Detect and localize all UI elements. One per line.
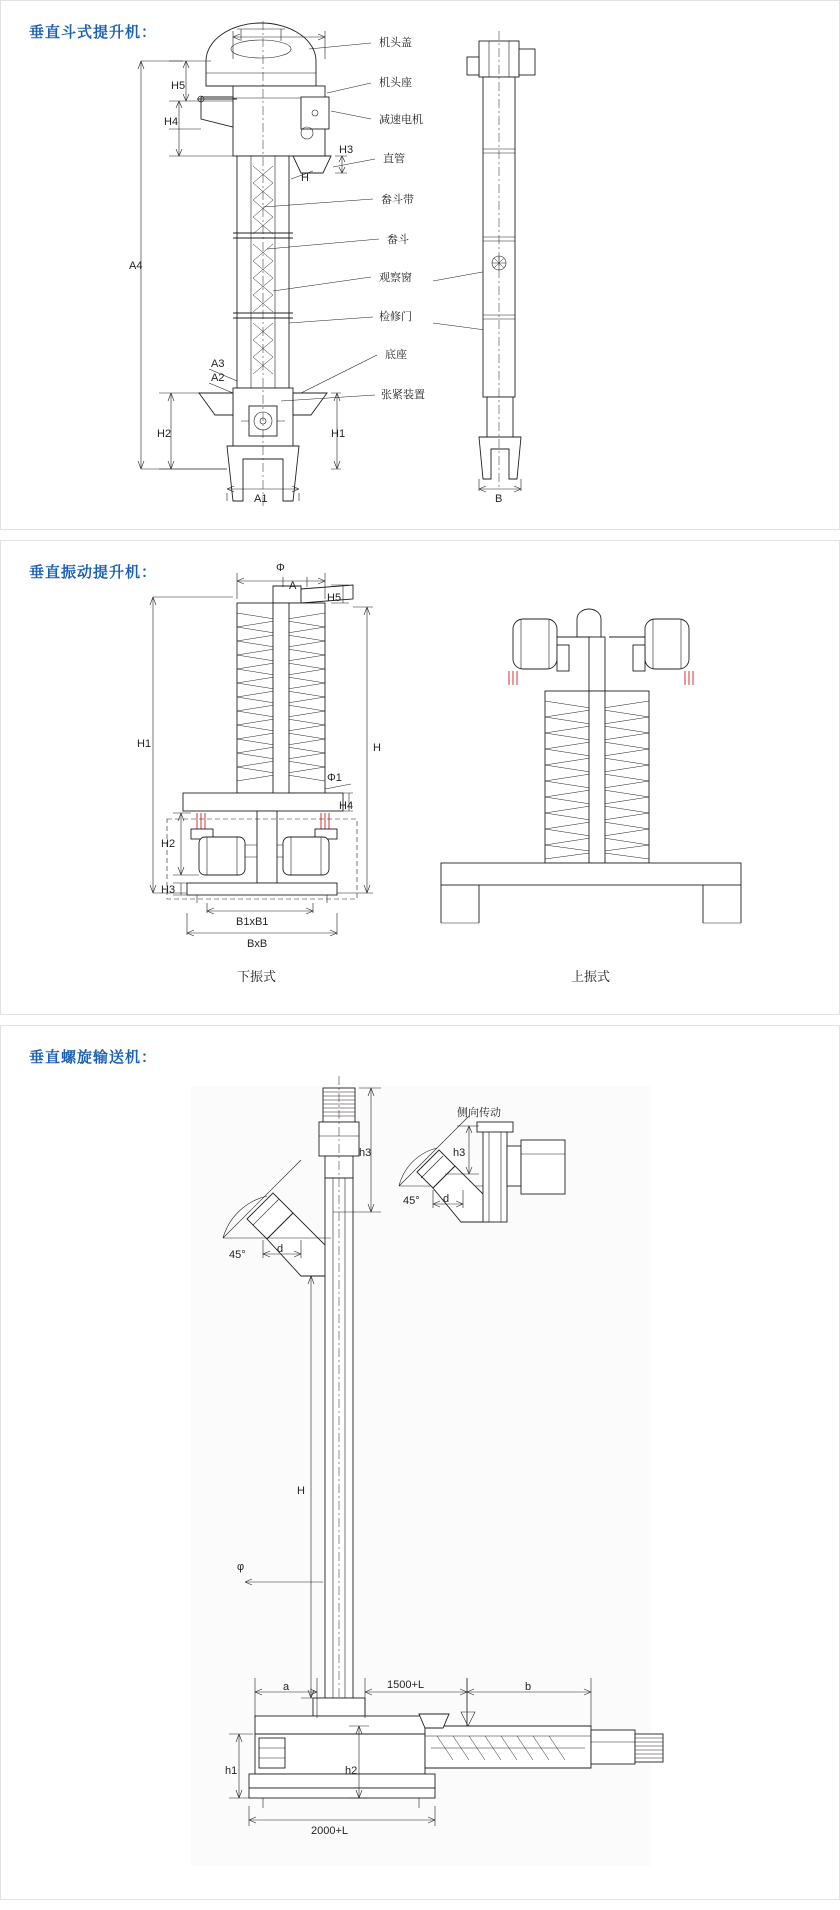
- dim-h: A4: [129, 260, 143, 272]
- caption-bottom-vibration: 下振式: [237, 970, 277, 985]
- dim-h3: H3: [339, 144, 354, 156]
- svg-screw-conveyor: [1, 1026, 840, 1899]
- label-tensioner: 张紧装置: [381, 388, 425, 401]
- dim-a: A: [289, 580, 297, 592]
- label-gear-motor: 减速电机: [379, 113, 423, 126]
- caption-top-vibration: 上振式: [571, 970, 611, 985]
- dim-h1: H1: [331, 428, 346, 440]
- dim-h2: h2: [345, 1765, 358, 1777]
- dim-a4: H: [301, 172, 309, 184]
- dim-phi-main: φ: [237, 1561, 245, 1573]
- dim-h: H: [373, 742, 381, 754]
- label-head-base: 机头座: [379, 76, 412, 89]
- label-bucket-belt: 畚斗带: [381, 193, 414, 206]
- dim-h3-detail: h3: [453, 1147, 466, 1159]
- dim-d-main: d: [277, 1243, 284, 1255]
- dim-b: b: [525, 1681, 532, 1693]
- dim-h4: H4: [164, 116, 179, 128]
- label-head-cover: 机头盖: [379, 36, 412, 49]
- label-base: 底座: [385, 348, 407, 361]
- dim-h-main: H: [297, 1485, 305, 1497]
- dim-h5: H5: [171, 80, 186, 92]
- dim-1500L: 1500+L: [387, 1679, 425, 1691]
- dim-h2: H2: [157, 428, 172, 440]
- section-vibrating-elevator: [0, 540, 840, 1015]
- svg-vibrating-elevator: [1, 541, 840, 1014]
- dim-h2: H2: [161, 838, 176, 850]
- dim-bxb: BxB: [247, 938, 268, 950]
- dim-phi1: Φ1: [327, 772, 342, 784]
- section-title-vibrating-elevator: 垂直振动提升机：: [29, 564, 158, 581]
- dim-a3: A3: [211, 358, 225, 370]
- drawing-bucket-elevator: [1, 1, 839, 529]
- dim-a: a: [283, 1681, 290, 1693]
- dim-a2: A2: [211, 372, 225, 384]
- section-screw-conveyor: [0, 1025, 840, 1900]
- dim-h3-main: h3: [359, 1147, 372, 1159]
- dim-h5: H5: [327, 592, 342, 604]
- drawing-screw-conveyor: [1, 1026, 839, 1899]
- label-bucket: 畚斗: [387, 233, 409, 246]
- dim-2000L: 2000+L: [311, 1825, 349, 1837]
- svg-bucket-elevator: [1, 1, 840, 529]
- section-title-bucket-elevator: 垂直斗式提升机：: [29, 24, 158, 41]
- dim-h4: H4: [339, 800, 354, 812]
- dim-h1: h1: [225, 1765, 238, 1777]
- dim-a1: A1: [254, 493, 268, 505]
- label-inspection-door: 检修门: [379, 310, 412, 323]
- dim-45-detail: 45°: [403, 1195, 420, 1207]
- label-straight-pipe: 直管: [383, 152, 405, 165]
- dim-phi: Φ: [276, 562, 285, 574]
- section-title-screw-conveyor: 垂直螺旋输送机：: [29, 1049, 158, 1066]
- dim-b1xb1: B1xB1: [236, 916, 269, 928]
- section-bucket-elevator: [0, 0, 840, 530]
- label-observation-window: 观察窗: [379, 271, 412, 284]
- dim-45-main: 45°: [229, 1249, 246, 1261]
- dim-h3: H3: [161, 884, 176, 896]
- label-side-drive: 侧向传动: [457, 1106, 501, 1119]
- dim-b: B: [495, 493, 503, 505]
- drawing-vibrating-elevator: [1, 541, 839, 1014]
- dim-h1: H1: [137, 738, 152, 750]
- dim-d-detail: d: [443, 1193, 450, 1205]
